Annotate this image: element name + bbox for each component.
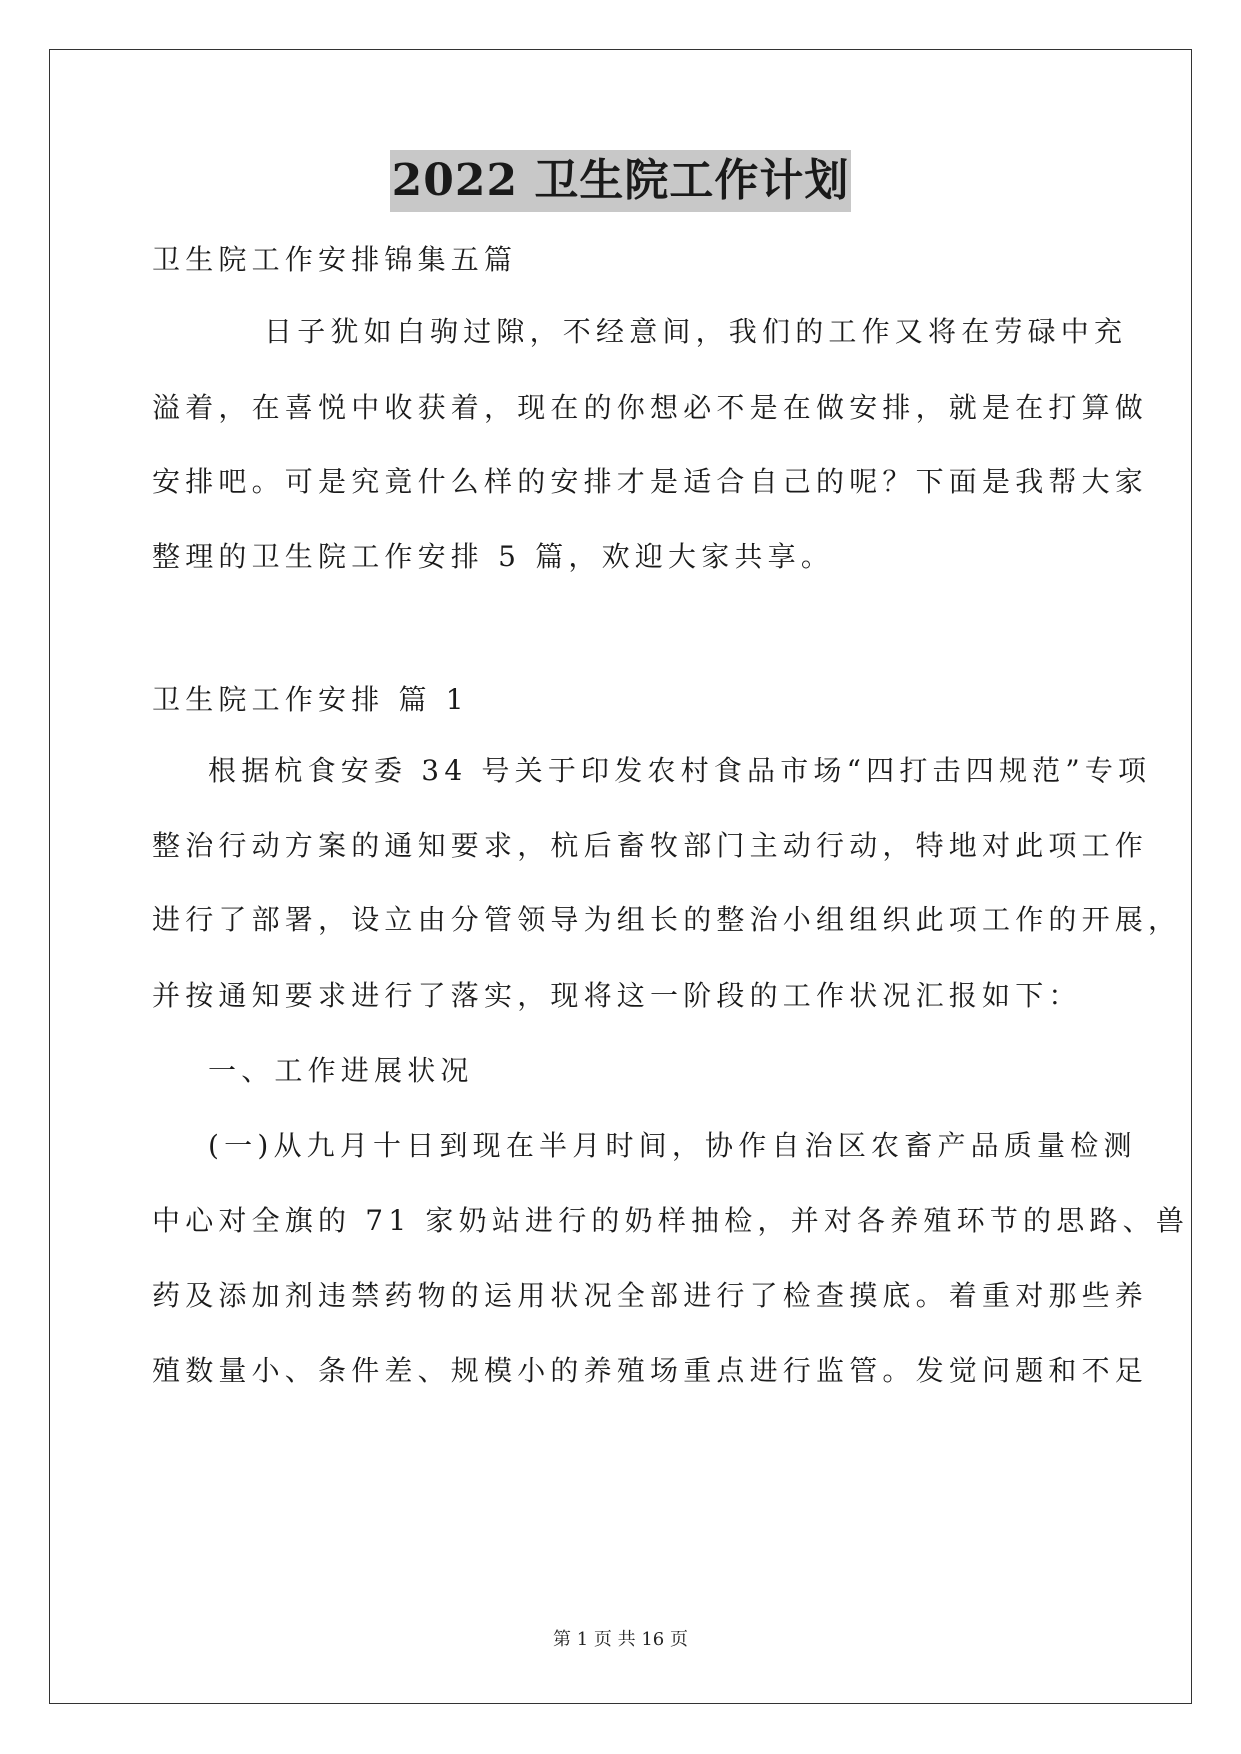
- intro-line: 整理的卫生院工作安排 5 篇，欢迎大家共享。: [152, 540, 835, 573]
- paragraph-line: 并按通知要求进行了落实，现将这一阶段的工作状况汇报如下：: [152, 979, 1082, 1012]
- document-title: 2022 卫生院工作计划: [390, 150, 852, 212]
- heading-one: 一、工作进展状况: [208, 1054, 474, 1087]
- paragraph-line: 中心对全旗的 71 家奶站进行的奶样抽检，并对各养殖环节的思路、兽: [152, 1204, 1190, 1237]
- paragraph-line: 根据杭食安委 34 号关于印发农村食品市场“四打击四规范”专项: [208, 754, 1152, 787]
- document-subtitle: 卫生院工作安排锦集五篇: [152, 243, 518, 276]
- intro-line: 日子犹如白驹过隙，不经意间，我们的工作又将在劳碌中充: [264, 315, 1128, 348]
- paragraph-line: 殖数量小、条件差、规模小的养殖场重点进行监管。发觉问题和不足: [152, 1354, 1149, 1387]
- paragraph-line: 进行了部署，设立由分管领导为组长的整治小组组织此项工作的开展，: [152, 903, 1182, 936]
- page-number: 第 1 页 共 16 页: [553, 1629, 688, 1650]
- intro-line: 溢着，在喜悦中收获着，现在的你想必不是在做安排，就是在打算做: [152, 391, 1149, 424]
- page-border: [49, 49, 1192, 1704]
- section-heading: 卫生院工作安排 篇 1: [152, 683, 469, 716]
- title-wrap: [0, 150, 1241, 212]
- paragraph-line: (一)从九月十日到现在半月时间，协作自治区农畜产品质量检测: [208, 1129, 1137, 1162]
- paragraph-line: 药及添加剂违禁药物的运用状况全部进行了检查摸底。着重对那些养: [152, 1279, 1149, 1312]
- intro-line: 安排吧。可是究竟什么样的安排才是适合自己的呢？下面是我帮大家: [152, 465, 1149, 498]
- paragraph-line: 整治行动方案的通知要求，杭后畜牧部门主动行动，特地对此项工作: [152, 829, 1149, 862]
